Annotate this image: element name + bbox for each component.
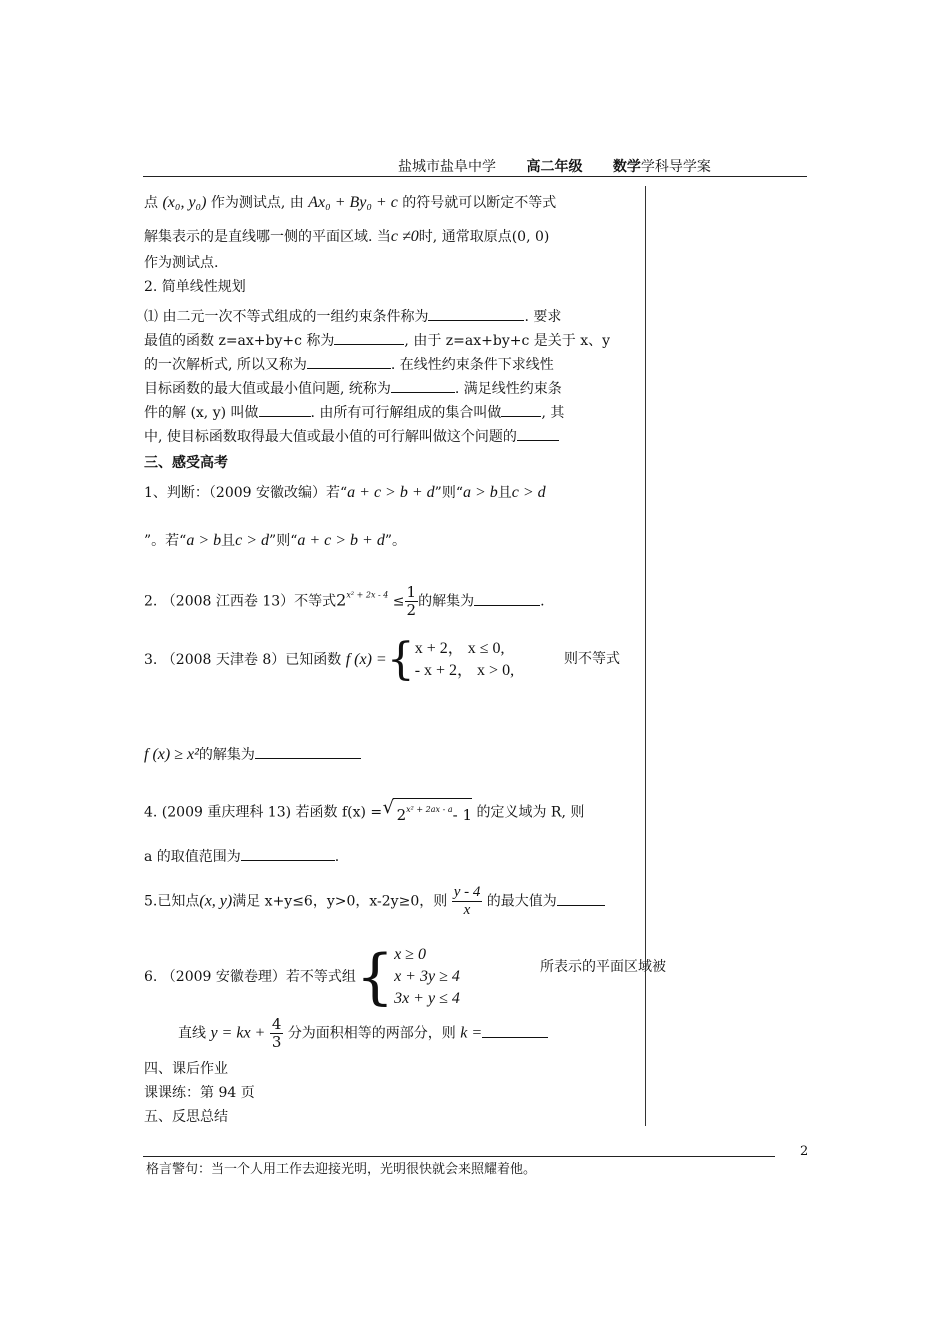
para-6: 中, 使目标函数取得最大值或最小值的可行解叫做这个问题的 [144, 426, 559, 448]
para-2: 最值的函数 z=ax+by+c 称为 , 由于 z=ax+by+c 是关于 x、y [144, 330, 610, 352]
question-6-line-2: 直线 y = kx + $\frac{4}{3}$ 分为面积相等的两部分，则 k = [178, 1016, 548, 1051]
blank-q3 [255, 744, 361, 759]
para-4: 目标函数的最大值或最小值问题, 统称为 . 满足线性约束条 [144, 378, 562, 400]
blank-q5 [557, 891, 605, 906]
section-2-title: 2. 简单线性规划 [144, 279, 246, 295]
blank-6 [501, 402, 541, 417]
question-4: 4. (2009 重庆理科 13) 若函数 f(x) = √ $2^{x^2 + 2ax - a}-$ 1 的定义域为 R, 则 [144, 798, 584, 827]
question-3-answer: f (x) ≥ x²的解集为 [144, 744, 361, 766]
header-rule [143, 176, 807, 177]
section-4-title: 四、课后作业 [144, 1061, 228, 1077]
blank-q2 [474, 591, 540, 606]
question-3-tail: 则不等式 [564, 651, 620, 667]
page-header [398, 156, 711, 176]
school-name: 盐城市盐阜中学 [398, 159, 496, 175]
footer-motto: 格言警句：当一个人用工作去迎接光明，光明很快就会来照耀着他。 [146, 1162, 537, 1177]
blank-4 [391, 378, 455, 393]
line-1: 点 (x₀, y₀) 作为测试点, 由 Ax₀ + By₀ + c 的符号就可以断定不等式 [144, 194, 557, 211]
blank-7 [517, 426, 559, 441]
blank-3 [307, 354, 391, 369]
question-6: 6. （2009 安徽卷理）若不等式组{ x ≥ 0 x + 3y ≥ 4 3x + y ≤ 4 [144, 942, 460, 1012]
blank-2 [334, 330, 404, 345]
para-1: ⑴ 由二元一次不等式组成的一组约束条件称为 . 要求 [144, 306, 561, 328]
subject-bold: 数学 [612, 159, 641, 175]
question-1-line-2: ”。若“a > b且c > d”则“a + c > b + d”。 [144, 532, 407, 549]
homework: 课课练：第 94 页 [144, 1085, 255, 1101]
question-1-line-1: 1、判断：（2009 安徽改编）若“a + c > b + d”则“a > b且c > d [144, 484, 546, 501]
footer-rule [143, 1156, 775, 1157]
question-6-tail: 所表示的平面区域被 [540, 959, 666, 975]
blank-q6 [482, 1023, 548, 1038]
para-5: 件的解 (x, y) 叫做 . 由所有可行解组成的集合叫做 , 其 [144, 402, 564, 424]
blank-q4 [241, 846, 335, 861]
grade: 高二年级 [526, 159, 583, 175]
margin-rule [645, 186, 646, 1126]
para-3: 的一次解析式, 所以又称为 . 在线性约束条件下求线性 [144, 354, 554, 376]
question-4-line-2: a 的取值范围为 . [144, 846, 339, 868]
page-number: 2 [800, 1144, 809, 1159]
question-2: 2. （2008 江西卷 13）不等式$2^{x^2 + 2x - 4}$ ≤ $\frac{1}{2}$ 的解集为 . [144, 583, 545, 619]
blank-1 [428, 306, 524, 321]
blank-5 [259, 402, 311, 417]
subject-rest: 学科导学案 [640, 159, 711, 175]
line-2: 解集表示的是直线哪一侧的平面区域. 当c ≠0时, 通常取原点(0, 0) [144, 228, 550, 245]
question-3: 3. （2008 天津卷 8）已知函数 f (x) ={ x + 2， x ≤ 0, - x + 2， x > 0, [144, 634, 515, 685]
section-5-title: 五、反思总结 [144, 1109, 228, 1125]
section-3-title: 三、感受高考 [144, 455, 228, 471]
line-3: 作为测试点. [144, 255, 219, 271]
radical: √ $2^{x^2 + 2ax - a}-$ 1 [393, 798, 472, 827]
question-5: 5.已知点(x, y)满足 x+y≤6，y>0，x-2y≥0，则 $\frac{y - 4}{x}$ 的最大值为 [144, 884, 605, 919]
